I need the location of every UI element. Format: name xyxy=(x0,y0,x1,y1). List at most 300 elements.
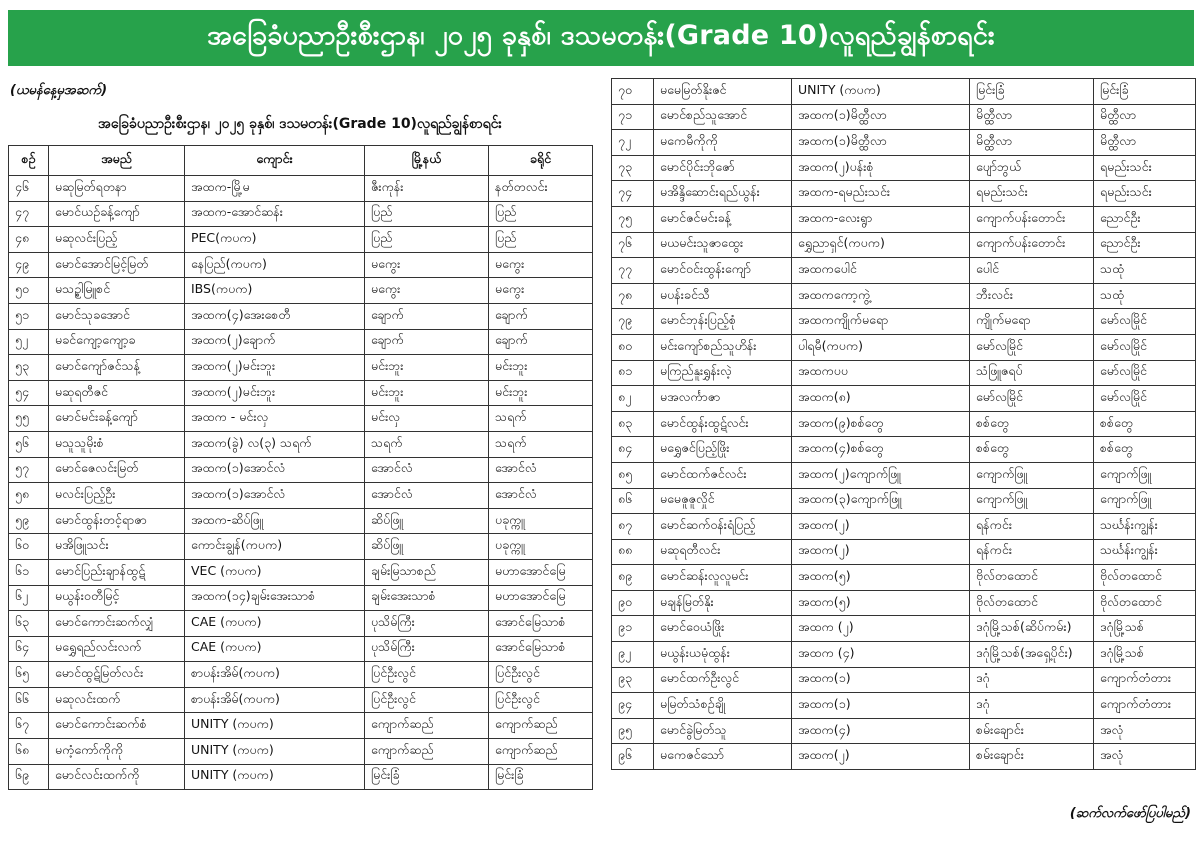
cell-no: ၈၆ xyxy=(612,488,654,514)
cell-district: မိတ္ထီလာ xyxy=(1094,130,1196,156)
cell-no: ၇၇ xyxy=(612,258,654,284)
cell-district: ကျောက်ဆည် xyxy=(489,739,593,765)
cell-school: အထက-လေးရွာ xyxy=(792,206,970,232)
cell-township: ပုသိမ်ကြီး xyxy=(365,636,489,662)
continued-note: (ဆက်လက်ဖော်ပြပါမည်) xyxy=(1069,806,1191,821)
cell-district: အောင်လံ xyxy=(489,457,593,483)
cell-district: မဟာအောင်မြေ xyxy=(489,585,593,611)
cell-no: ၅၆ xyxy=(9,431,49,457)
cell-name: မဆုရတီဇင် xyxy=(49,380,185,406)
cell-township: အောင်လံ xyxy=(365,483,489,509)
cell-name: မောင်ဇေလင်းမြတ် xyxy=(49,457,185,483)
cell-no: ၇၉ xyxy=(612,309,654,335)
cell-name: မောင်သုခအောင် xyxy=(49,303,185,329)
table-row xyxy=(9,431,593,457)
cell-township: ပြည် xyxy=(365,201,489,227)
cell-district: သင်္ဃန်းကျွန်း xyxy=(1094,539,1196,565)
cell-township: ချမ်းမြသာစည် xyxy=(365,559,489,585)
cell-township: ဒဂုံမြို့သစ်(အရှေ့ပိုင်း) xyxy=(970,642,1094,668)
cell-district: မော်လမြိုင် xyxy=(1094,309,1196,335)
table-row xyxy=(612,667,1196,693)
table-row xyxy=(9,176,593,202)
cell-school: စာပန်းအိမ်(ကပက) xyxy=(185,662,365,688)
cell-name: မချန်မြတ်နိုး xyxy=(654,590,792,616)
cell-district: မင်းဘူး xyxy=(489,355,593,381)
cell-no: ၇၀ xyxy=(612,79,654,105)
table-row xyxy=(612,590,1196,616)
table-row xyxy=(9,713,593,739)
table-row xyxy=(9,483,593,509)
cell-township: မကွေး xyxy=(365,252,489,278)
cell-district: မော်လမြိုင် xyxy=(1094,360,1196,386)
cell-name: မောင်ဇင်မင်းခန့် xyxy=(654,206,792,232)
cell-school: အထက(၃)ကျောက်ဖြူ xyxy=(792,488,970,514)
cell-school: CAE (ကပက) xyxy=(185,611,365,637)
cell-school: အထက(၁) xyxy=(792,693,970,719)
cell-township: ဒဂုံ xyxy=(970,667,1094,693)
cell-township: ဘီးလင်း xyxy=(970,283,1094,309)
cell-no: ၅၃ xyxy=(9,355,49,381)
cell-school: အထက-မြို့မ xyxy=(185,176,365,202)
cell-school: အထက(၅) xyxy=(792,590,970,616)
cell-no: ၉၄ xyxy=(612,693,654,719)
cell-township: ကျောက်ဖြူ xyxy=(970,462,1094,488)
cell-school: အထကပပ xyxy=(792,360,970,386)
cell-name: မောင်ထွဋ်မြတ်လင်း xyxy=(49,662,185,688)
results-table-right xyxy=(611,78,1196,770)
cell-name: မယွန်းယမုံထွန်း xyxy=(654,642,792,668)
cell-township: ရမည်းသင်း xyxy=(970,181,1094,207)
table-row xyxy=(612,104,1196,130)
cell-district: ကျောက်ဖြူ xyxy=(1094,488,1196,514)
cell-township: ကျောက်ဖြူ xyxy=(970,488,1094,514)
cell-school: ပါရမီ(ကပက) xyxy=(792,334,970,360)
cell-township: သရက် xyxy=(365,431,489,457)
cell-school: PEC(ကပက) xyxy=(185,227,365,253)
cell-township: ရန်ကင်း xyxy=(970,514,1094,540)
cell-school: ကောင်းချွန်(ကပက) xyxy=(185,534,365,560)
cell-township: စစ်တွေ xyxy=(970,437,1094,463)
cell-township: ဗိုလ်တထောင် xyxy=(970,565,1094,591)
table-row xyxy=(612,718,1196,744)
cell-school: အထက(၂)ကျောက်ဖြူ xyxy=(792,462,970,488)
cell-district: ချောက် xyxy=(489,329,593,355)
cell-district: ပြည် xyxy=(489,201,593,227)
table-row xyxy=(612,539,1196,565)
table-row xyxy=(612,514,1196,540)
cell-no: ၆၆ xyxy=(9,687,49,713)
cell-school: အထက (၄) xyxy=(792,642,970,668)
cell-name: မောင်ကောင်းဆက်စံ xyxy=(49,713,185,739)
cell-name: မမြတ်သံစဉ်ချို xyxy=(654,693,792,719)
cell-school: အထက(၂) xyxy=(792,539,970,565)
table-row xyxy=(9,739,593,765)
cell-school: အထက(၁)မိတ္ထီလာ xyxy=(792,130,970,156)
cell-school: အထက (၂) xyxy=(792,616,970,642)
cell-township: ကျောက်ဆည် xyxy=(365,739,489,765)
cell-township: ဗိုလ်တထောင် xyxy=(970,590,1094,616)
cell-name: မောင်ကျော်ဇင်သန့် xyxy=(49,355,185,381)
header-district: ခရိုင် xyxy=(489,146,593,176)
table-row xyxy=(9,278,593,304)
cell-no: ၅၅ xyxy=(9,406,49,432)
cell-district: မကွေး xyxy=(489,252,593,278)
cell-school: အထက-ဆိပ်ဖြူ xyxy=(185,508,365,534)
table-row xyxy=(9,611,593,637)
cell-township: ပျော်ဘွယ် xyxy=(970,155,1094,181)
cell-no: ၈၃ xyxy=(612,411,654,437)
cell-no: ၇၅ xyxy=(612,206,654,232)
cell-name: မောင်ပြည်းချာန်ထွဋ် xyxy=(49,559,185,585)
cell-school: အထက(၁)မိတ္ထီလာ xyxy=(792,104,970,130)
cell-school: အထက(၁)အောင်လံ xyxy=(185,457,365,483)
cell-no: ၇၃ xyxy=(612,155,654,181)
table-row xyxy=(612,309,1196,335)
cell-township: ပြင်ဦးလွင် xyxy=(365,662,489,688)
cell-district: ဗိုလ်တထောင် xyxy=(1094,590,1196,616)
cell-no: ၈၄ xyxy=(612,437,654,463)
table-row xyxy=(612,386,1196,412)
cell-name: မယွန်းဝတီမြင့် xyxy=(49,585,185,611)
table-row xyxy=(9,380,593,406)
table-row xyxy=(9,662,593,688)
cell-district: မြင်းခြံ xyxy=(1094,79,1196,105)
cell-district: သထုံ xyxy=(1094,283,1196,309)
cell-township: ချမ်းအေးသာစံ xyxy=(365,585,489,611)
continued-from-note: (ယမန်နေ့မှအဆက်) xyxy=(10,83,108,98)
cell-township: မင်းဘူး xyxy=(365,380,489,406)
cell-school: စာပန်းအိမ်(ကပက) xyxy=(185,687,365,713)
cell-township: ကျောက်ပန်းတောင်း xyxy=(970,232,1094,258)
cell-district: ပြင်ဦးလွင် xyxy=(489,662,593,688)
table-header-row xyxy=(9,146,593,176)
cell-district: မော်လမြိုင် xyxy=(1094,386,1196,412)
cell-district: မိတ္ထီလာ xyxy=(1094,104,1196,130)
cell-district: ပခုက္ကူ xyxy=(489,508,593,534)
cell-name: မောင်ဘုန်းပြည့်စုံ xyxy=(654,309,792,335)
cell-school: အထက(၈) xyxy=(792,386,970,412)
table-row xyxy=(9,303,593,329)
cell-district: မြင်းခြံ xyxy=(489,764,593,790)
cell-name: မင်းကျော်စည်သူဟိန်း xyxy=(654,334,792,360)
cell-school: အထက-အောင်ဆန်း xyxy=(185,201,365,227)
cell-no: ၉၆ xyxy=(612,744,654,770)
table-row xyxy=(612,565,1196,591)
cell-no: ၆၄ xyxy=(9,636,49,662)
cell-name: မမေမြတ်နိုးဇင် xyxy=(654,79,792,105)
cell-school: UNITY (ကပက) xyxy=(185,713,365,739)
cell-district: ရမည်းသင်း xyxy=(1094,181,1196,207)
cell-township: စမ်းချောင်း xyxy=(970,744,1094,770)
cell-no: ၆၂ xyxy=(9,585,49,611)
cell-name: မသဥ္စါမြူစင် xyxy=(49,278,185,304)
cell-township: ရန်ကင်း xyxy=(970,539,1094,565)
cell-district: နတ်တလင်း xyxy=(489,176,593,202)
cell-township: မင်းဘူး xyxy=(365,355,489,381)
cell-no: ၄၆ xyxy=(9,176,49,202)
cell-name: မကြည်နူးရွှန်းလဲ့ xyxy=(654,360,792,386)
cell-no: ၇၂ xyxy=(612,130,654,156)
cell-no: ၈၀ xyxy=(612,334,654,360)
table-row xyxy=(612,181,1196,207)
cell-name: မောင်ထွန်းတင့်ရာဇာ xyxy=(49,508,185,534)
cell-no: ၄၇ xyxy=(9,201,49,227)
cell-school: အထက(၉)စစ်တွေ xyxy=(792,411,970,437)
table-row xyxy=(612,616,1196,642)
cell-school: အထကပေါင် xyxy=(792,258,970,284)
table-row xyxy=(612,437,1196,463)
cell-district: ဒဂုံမြို့သစ် xyxy=(1094,616,1196,642)
cell-no: ၆၃ xyxy=(9,611,49,637)
cell-district: သင်္ဃန်းကျွန်း xyxy=(1094,514,1196,540)
cell-no: ၅၁ xyxy=(9,303,49,329)
cell-township: ချောက် xyxy=(365,303,489,329)
cell-name: မောင်ဝေယံဖြိုး xyxy=(654,616,792,642)
cell-name: မောင်ဝင်းထွန်းကျော် xyxy=(654,258,792,284)
cell-no: ၇၄ xyxy=(612,181,654,207)
cell-district: အောင်မြေသာစံ xyxy=(489,611,593,637)
cell-township: မော်လမြိုင် xyxy=(970,386,1094,412)
cell-name: မအလင်္ကာဇာ xyxy=(654,386,792,412)
cell-no: ၈၅ xyxy=(612,462,654,488)
table-row xyxy=(9,252,593,278)
cell-township: ဇီးကုန်း xyxy=(365,176,489,202)
cell-name: မဆုလင်းထက် xyxy=(49,687,185,713)
table-row xyxy=(612,411,1196,437)
cell-township: ပေါင် xyxy=(970,258,1094,284)
cell-no: ၉၁ xyxy=(612,616,654,642)
cell-name: မလင်းပြည့်ဦး xyxy=(49,483,185,509)
cell-name: မောင်အောင်မြင့်မြတ် xyxy=(49,252,185,278)
cell-name: မမေဇူဇူလှိုင် xyxy=(654,488,792,514)
cell-district: သရက် xyxy=(489,431,593,457)
cell-school: အထက(၁) xyxy=(792,667,970,693)
table-row xyxy=(612,130,1196,156)
cell-district: သရက် xyxy=(489,406,593,432)
table-subtitle: အခြေခံပညာဦးစီးဌာန၊ ၂၀၂၅ ခုနှစ်၊ ဒသမတန်း(Grade 10)လူရည်ချွန်စာရင်း xyxy=(98,116,502,132)
cell-district: မကွေး xyxy=(489,278,593,304)
cell-no: ၈၇ xyxy=(612,514,654,540)
table-row xyxy=(612,155,1196,181)
cell-name: မောင်ဆန်းလူလူမင်း xyxy=(654,565,792,591)
table-row xyxy=(612,744,1196,770)
cell-district: ကျောက်တံတား xyxy=(1094,667,1196,693)
cell-district: အလုံ xyxy=(1094,718,1196,744)
cell-township: စစ်တွေ xyxy=(970,411,1094,437)
cell-no: ၈၁ xyxy=(612,360,654,386)
cell-school: အထက(၂) xyxy=(792,514,970,540)
header-township: မြို့နယ် xyxy=(365,146,489,176)
cell-no: ၅၄ xyxy=(9,380,49,406)
table-row xyxy=(9,227,593,253)
cell-district: ပြည် xyxy=(489,227,593,253)
cell-township: မင်းလှ xyxy=(365,406,489,432)
cell-no: ၉၃ xyxy=(612,667,654,693)
cell-name: မဆုရတီလင်း xyxy=(654,539,792,565)
cell-no: ၈၈ xyxy=(612,539,654,565)
cell-no: ၆၅ xyxy=(9,662,49,688)
cell-name: မရွှေရည်လင်းလက် xyxy=(49,636,185,662)
cell-district: အလုံ xyxy=(1094,744,1196,770)
cell-township: ကျောက်ပန်းတောင်း xyxy=(970,206,1094,232)
cell-school: ရွှေညာရှင်(ကပက) xyxy=(792,232,970,258)
cell-name: မအိဖြူသင်း xyxy=(49,534,185,560)
cell-school: အထကကော့ကွဲ့ xyxy=(792,283,970,309)
cell-school: အထက(၂) xyxy=(792,744,970,770)
cell-no: ၄၈ xyxy=(9,227,49,253)
header-name: အမည် xyxy=(49,146,185,176)
cell-school: အထကကျိုက်မရော xyxy=(792,309,970,335)
cell-name: မကေဇင်သော် xyxy=(654,744,792,770)
table-row xyxy=(9,534,593,560)
cell-name: မဆုမြတ်ရတနာ xyxy=(49,176,185,202)
cell-name: မောင်မင်းခန့်ကျော် xyxy=(49,406,185,432)
cell-school: အထက(၄)အေးစေတီ xyxy=(185,303,365,329)
cell-school: CAE (ကပက) xyxy=(185,636,365,662)
cell-no: ၇၈ xyxy=(612,283,654,309)
cell-township: မကွေး xyxy=(365,278,489,304)
cell-district: ချောက် xyxy=(489,303,593,329)
table-row xyxy=(9,508,593,534)
cell-school: အထက(၂)မင်းဘူး xyxy=(185,355,365,381)
cell-name: မအိန္ဒိဆောင်းရည်ယွန်း xyxy=(654,181,792,207)
cell-no: ၇၆ xyxy=(612,232,654,258)
cell-district: ကျောက်တံတား xyxy=(1094,693,1196,719)
cell-school: အထက(၄) xyxy=(792,718,970,744)
cell-school: နေပြည်(ကပက) xyxy=(185,252,365,278)
cell-township: မြင်းခြံ xyxy=(970,79,1094,105)
cell-district: ဒဂုံမြို့သစ် xyxy=(1094,642,1196,668)
cell-district: စစ်တွေ xyxy=(1094,411,1196,437)
cell-name: မောင်ထွန်းထွဋ်လင်း xyxy=(654,411,792,437)
cell-no: ၇၁ xyxy=(612,104,654,130)
cell-district: အောင်မြေသာစံ xyxy=(489,636,593,662)
cell-name: မောင်ဆက်ဝန်းရံပြည့် xyxy=(654,514,792,540)
table-row xyxy=(612,232,1196,258)
cell-district: မော်လမြိုင် xyxy=(1094,334,1196,360)
table-row xyxy=(612,79,1196,105)
cell-name: မဆုလင်းပြည့် xyxy=(49,227,185,253)
cell-school: အထက(၅) xyxy=(792,565,970,591)
cell-name: မကံ့ကော်ကိုကို xyxy=(49,739,185,765)
cell-name: မောင်ထက်ဇင်လင်း xyxy=(654,462,792,488)
cell-school: အထက(၂)ပန်းစုံ xyxy=(792,155,970,181)
cell-district: ရမည်းသင်း xyxy=(1094,155,1196,181)
table-row xyxy=(9,329,593,355)
cell-township: မော်လမြိုင် xyxy=(970,334,1094,360)
cell-no: ၆၁ xyxy=(9,559,49,585)
cell-district: အောင်လံ xyxy=(489,483,593,509)
table-row xyxy=(612,488,1196,514)
table-row xyxy=(612,283,1196,309)
cell-district: သထုံ xyxy=(1094,258,1196,284)
cell-township: စမ်းချောင်း xyxy=(970,718,1094,744)
cell-school: အထက(၁၄)ချမ်းအေးသာစံ xyxy=(185,585,365,611)
cell-district: မင်းဘူး xyxy=(489,380,593,406)
cell-township: အောင်လံ xyxy=(365,457,489,483)
cell-no: ၆၈ xyxy=(9,739,49,765)
cell-township: ပုသိမ်ကြီး xyxy=(365,611,489,637)
cell-township: သံဖြူဇရပ် xyxy=(970,360,1094,386)
cell-township: ဆိပ်ဖြူ xyxy=(365,508,489,534)
cell-district: ကျောက်ဖြူ xyxy=(1094,462,1196,488)
cell-no: ၅၀ xyxy=(9,278,49,304)
cell-school: အထက(၂)ချောက် xyxy=(185,329,365,355)
cell-school: အထက-ရမည်းသင်း xyxy=(792,181,970,207)
cell-name: မပန်းခင်သီ xyxy=(654,283,792,309)
cell-no: ၉၀ xyxy=(612,590,654,616)
table-row xyxy=(612,206,1196,232)
cell-name: မယမင်းသူဇာထွေး xyxy=(654,232,792,258)
cell-no: ၄၉ xyxy=(9,252,49,278)
cell-school: အထက(၁)အောင်လံ xyxy=(185,483,365,509)
cell-name: မောင်ထက်ဦးလွင် xyxy=(654,667,792,693)
cell-district: ပခုက္ကူ xyxy=(489,534,593,560)
header-no: စဉ် xyxy=(9,146,49,176)
cell-township: မိတ္ထီလာ xyxy=(970,130,1094,156)
cell-township: ကျိုက်မရော xyxy=(970,309,1094,335)
table-row xyxy=(9,687,593,713)
cell-name: မခင်ကျော့ကျော့ခ xyxy=(49,329,185,355)
cell-township: ပြည် xyxy=(365,227,489,253)
cell-no: ၅၈ xyxy=(9,483,49,509)
cell-school: အထက - မင်းလှ xyxy=(185,406,365,432)
cell-school: အထက(ခွဲ) လ(၃) သရက် xyxy=(185,431,365,457)
cell-no: ၅၉ xyxy=(9,508,49,534)
cell-no: ၅၇ xyxy=(9,457,49,483)
cell-township: ချောက် xyxy=(365,329,489,355)
cell-school: အထက(၄)စစ်တွေ xyxy=(792,437,970,463)
table-row xyxy=(9,406,593,432)
table-row xyxy=(9,585,593,611)
cell-school: IBS(ကပက) xyxy=(185,278,365,304)
cell-name: မကေမီကိုကို xyxy=(654,130,792,156)
cell-district: မဟာအောင်မြေ xyxy=(489,559,593,585)
cell-township: မြင်းခြံ xyxy=(365,764,489,790)
cell-no: ၈၉ xyxy=(612,565,654,591)
table-row xyxy=(612,334,1196,360)
cell-no: ၉၅ xyxy=(612,718,654,744)
header-school: ကျောင်း xyxy=(185,146,365,176)
cell-name: မောင်ကောင်းဆက်လျှံ xyxy=(49,611,185,637)
cell-no: ၈၂ xyxy=(612,386,654,412)
cell-district: ညောင်ဦး xyxy=(1094,206,1196,232)
cell-no: ၉၂ xyxy=(612,642,654,668)
cell-district: ပြင်ဦးလွင် xyxy=(489,687,593,713)
cell-name: မောင်ယဉ်ခန့်ကျော် xyxy=(49,201,185,227)
cell-school: အထက(၂)မင်းဘူး xyxy=(185,380,365,406)
table-row xyxy=(9,201,593,227)
cell-school: VEC (ကပက) xyxy=(185,559,365,585)
cell-no: ၆၉ xyxy=(9,764,49,790)
cell-township: ဒဂုံမြို့သစ်(ဆိပ်ကမ်း) xyxy=(970,616,1094,642)
cell-township: မိတ္ထီလာ xyxy=(970,104,1094,130)
table-row xyxy=(612,462,1196,488)
cell-district: ကျောက်ဆည် xyxy=(489,713,593,739)
table-row xyxy=(9,559,593,585)
cell-name: မောင်လင်းထက်ကို xyxy=(49,764,185,790)
cell-township: ကျောက်ဆည် xyxy=(365,713,489,739)
table-row xyxy=(9,636,593,662)
cell-name: မောင်ခွဲမြတ်သူ xyxy=(654,718,792,744)
cell-township: ပြင်ဦးလွင် xyxy=(365,687,489,713)
table-row xyxy=(612,360,1196,386)
cell-township: ဆိပ်ဖြူ xyxy=(365,534,489,560)
table-row xyxy=(612,642,1196,668)
cell-name: မရွှေဇင်ပြည့်ဖြိုး xyxy=(654,437,792,463)
cell-no: ၆၇ xyxy=(9,713,49,739)
cell-school: UNITY (ကပက) xyxy=(792,79,970,105)
